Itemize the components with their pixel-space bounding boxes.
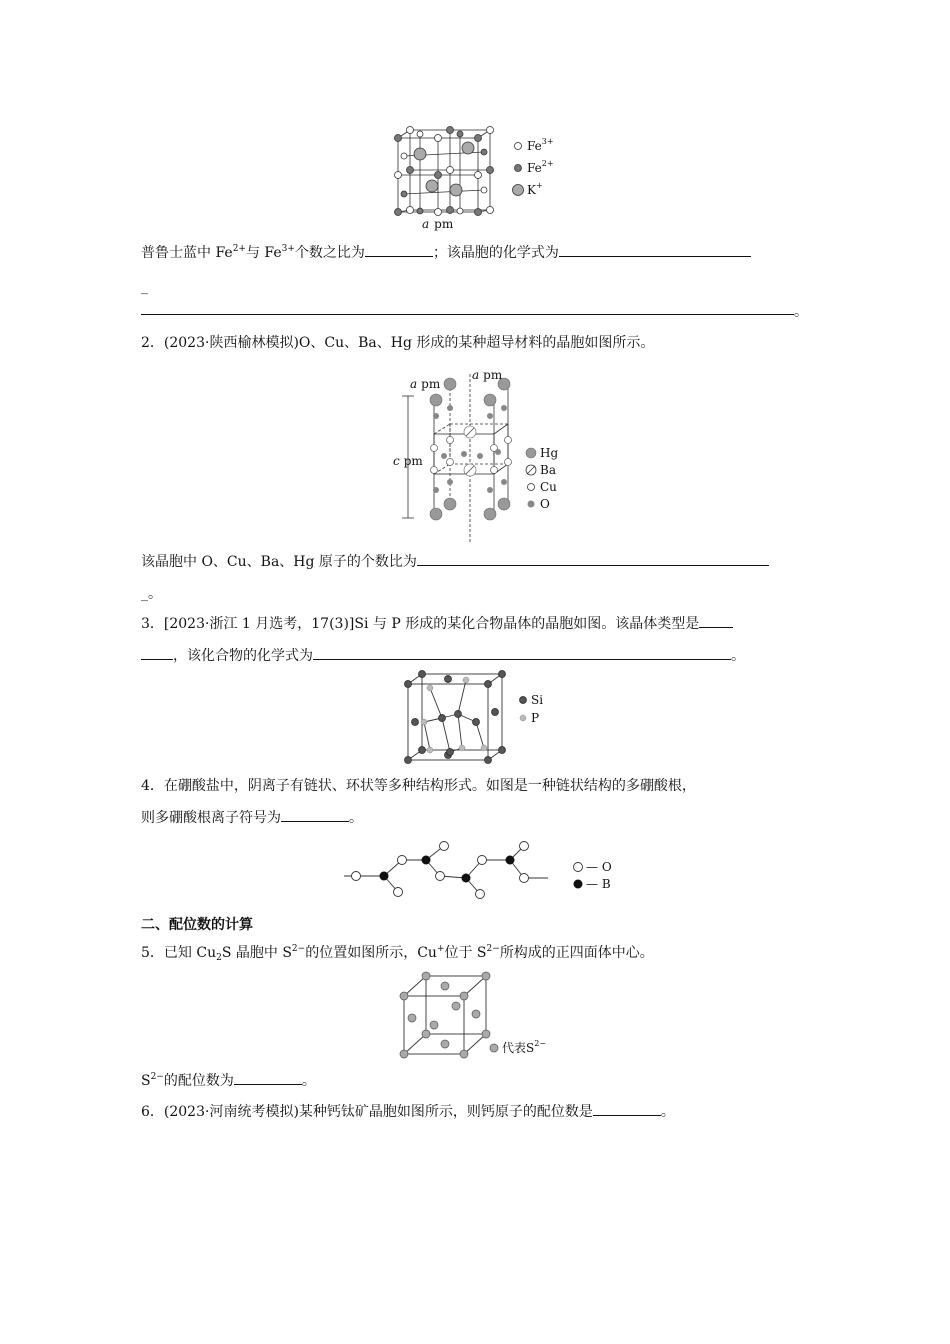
- legend-si: Si: [531, 693, 544, 707]
- q5-line: 5．已知 $Cu_2S$ 晶胞中 $S^{2-}$的位置如图所示，Cu+位于 $S^{2-}$所构成的正四面体中心。: [141, 944, 654, 963]
- q4-answer-blank[interactable]: [281, 807, 349, 822]
- legend-ba: Ba: [540, 463, 556, 477]
- svg-text:apm: a pm: [472, 368, 503, 382]
- figure-cu2s-cell: [396, 970, 566, 1062]
- svg-text:代表S2−: 代表$S^{2-}$: [502, 1039, 547, 1055]
- legend-b-chain: — B: [586, 877, 611, 891]
- q1-tail-char: _: [141, 279, 148, 295]
- legend-fe3: Fe: [527, 139, 542, 153]
- legend-cu: Cu: [540, 480, 557, 494]
- q3-line2: ，该化合物的化学式为 。: [141, 644, 811, 668]
- q1-answer-blank-1[interactable]: [365, 242, 433, 257]
- legend-k: K: [527, 183, 536, 197]
- q6-answer-blank[interactable]: [593, 1101, 661, 1116]
- q5-answer-blank[interactable]: [234, 1070, 302, 1085]
- q6-line: 6．(2023·河南统考模拟)某种钙钛矿晶胞如图所示，则钙原子的配位数是 。: [141, 1100, 811, 1124]
- svg-text:cpm: c pm: [393, 454, 423, 468]
- svg-text:apm: a pm: [410, 377, 441, 391]
- legend-o-chain: — O: [586, 860, 612, 874]
- q2-tail: _。: [141, 586, 162, 602]
- q1-answer-blank-2[interactable]: [559, 242, 751, 257]
- q1-answer-line[interactable]: [141, 314, 794, 315]
- figure-prussian-blue-cell: [390, 122, 570, 232]
- figure-superconductor-cell: [388, 364, 568, 544]
- svg-text:Fe3+: $Fe^{3+}$: [527, 137, 554, 153]
- svg-text:Fe2+: $Fe^{2+}$: [527, 159, 554, 175]
- figure-si-p-cell: [400, 670, 560, 766]
- q2-answer-blank[interactable]: [417, 551, 769, 566]
- q3-answer-blank-1b[interactable]: [141, 645, 173, 660]
- q3-answer-blank-1[interactable]: [699, 613, 733, 628]
- q1-line: 普鲁士蓝中 $Fe^{2+}$与 $Fe^{3+}$个数之比为 ；该晶胞的化学式为: [141, 241, 811, 265]
- svg-text:K+: K+: [527, 181, 543, 197]
- q2-intro: 2．(2023·陕西榆林模拟)O、Cu、Ba、Hg 形成的某种超导材料的晶胞如图所示。: [141, 335, 655, 351]
- legend-p: P: [531, 711, 540, 725]
- q4-line2: 则多硼酸根离子符号为 。: [141, 806, 811, 830]
- legend-o: O: [540, 497, 550, 511]
- fig2-a2-var: a: [472, 368, 480, 382]
- legend-s2: 代表S: [502, 1041, 535, 1055]
- q3-line1: 3．[2023·浙江 1 月选考，17(3)]Si 与 P 形成的某化合物晶体的晶胞如图。该晶体类型是: [141, 612, 811, 636]
- fig2-c-var: c: [393, 454, 400, 468]
- section-title: 二、配位数的计算: [141, 917, 253, 933]
- svg-text:apm: [422, 217, 454, 231]
- q2-prompt: 该晶胞中 O、Cu、Ba、Hg 原子的个数比为: [141, 550, 811, 574]
- legend-hg: Hg: [540, 446, 559, 460]
- q3-answer-blank-2[interactable]: [313, 645, 731, 660]
- q5-answer-line: $S^{2-}$的配位数为 。: [141, 1072, 316, 1089]
- legend-fe2: Fe: [527, 161, 542, 175]
- fig2-a-var: a: [410, 377, 418, 391]
- q4-line1: 4．在硼酸盐中，阴离子有链状、环状等多种结构形式。如图是一种链状结构的多硼酸根，: [141, 778, 696, 794]
- figure-borate-chain: [340, 838, 620, 904]
- q1-end: 。: [794, 304, 808, 320]
- fig1-dim-var: a: [422, 217, 430, 231]
- fig1-dim-unit: pm: [434, 217, 454, 231]
